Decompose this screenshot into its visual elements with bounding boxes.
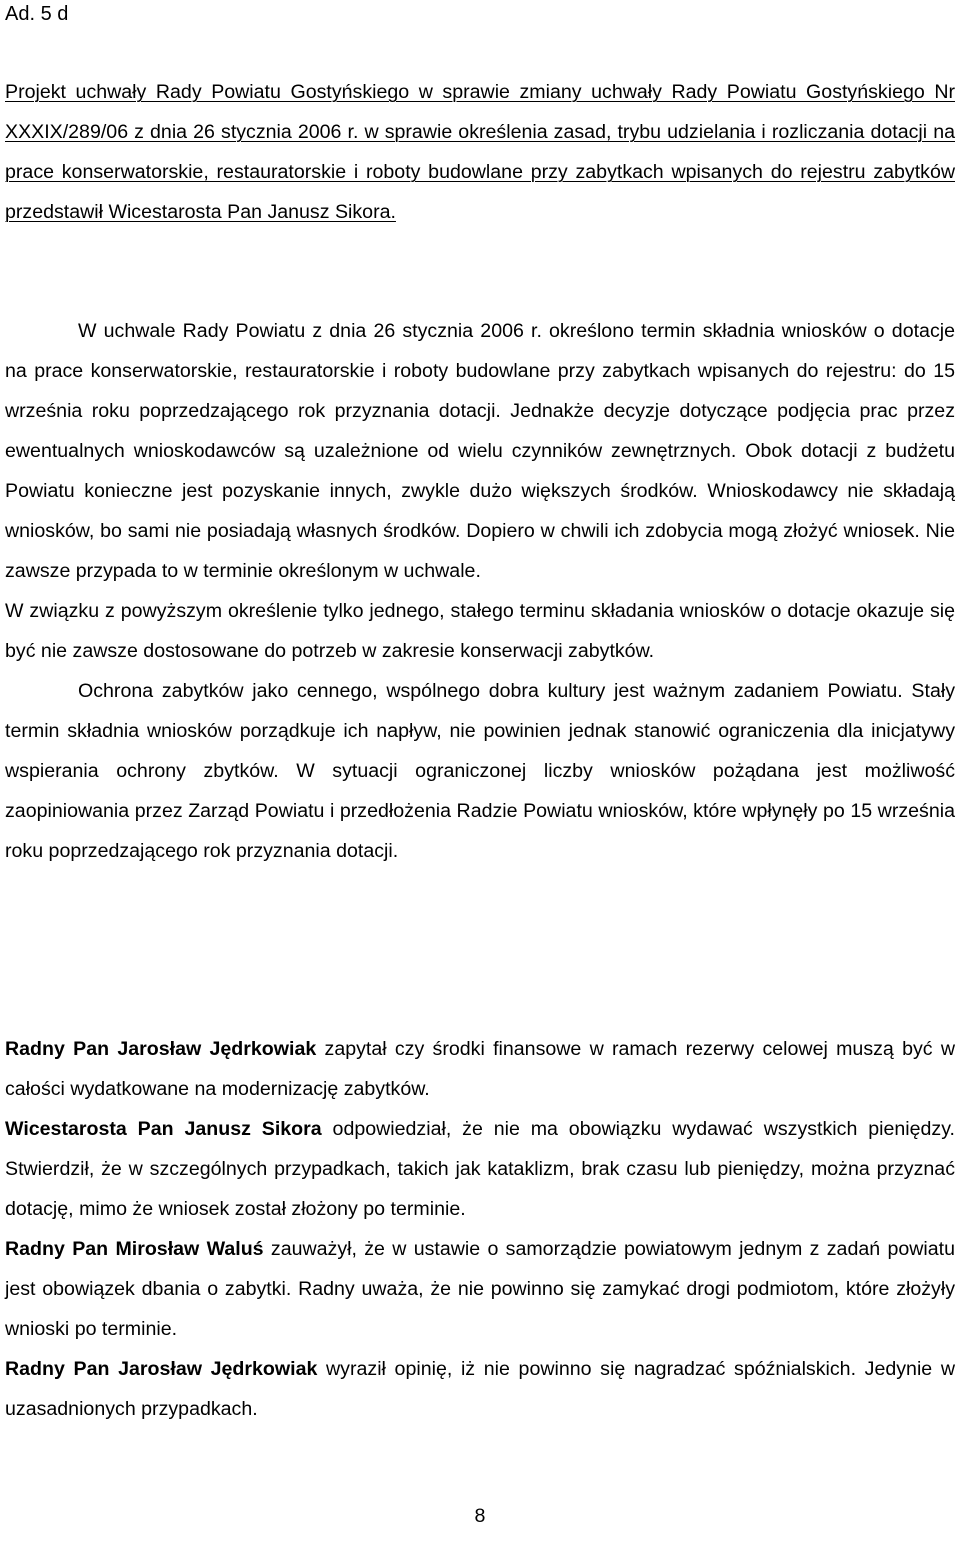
justification-section <box>5 311 955 871</box>
discussion-entry <box>5 1229 955 1349</box>
page-number: 8 <box>474 1505 486 1527</box>
discussion-section <box>5 1029 955 1429</box>
speaker-statement: wyraził opinię, iż nie powinno się nagradzać spóźnialskich. Jedynie w uzasadnionych przypadkach. <box>5 1358 955 1420</box>
speaker-statement: odpowiedział, że nie ma obowiązku wydawać wszystkich pieniędzy. Stwierdził, że w szczególnych przypadkach, takich jak kataklizm, brak czasu lub pieniędzy, można przyznać dotację, mimo że wniosek został złożony po terminie. <box>5 1118 955 1220</box>
discussion-entry <box>5 1029 955 1109</box>
discussion-entry <box>5 1349 955 1429</box>
intro-paragraph: Projekt uchwały Rady Powiatu Gostyńskiego w sprawie zmiany uchwały Rady Powiatu Gostyńskiego Nr XXXIX/289/06 z dnia 26 stycznia 2006 r. w sprawie określenia zasad, trybu udzielania i rozliczania dotacji na prace konserwatorskie, restauratorskie i roboty budowlane przy zabytkach wpisanych do rejestru zabytków przedstawił Wicestarosta Pan Janusz Sikora. <box>5 81 955 223</box>
speaker-name: Radny Pan Jarosław Jędrkowiak <box>5 1358 318 1380</box>
discussion-entry <box>5 1109 955 1229</box>
paragraph-consequence: W związku z powyższym określenie tylko jednego, stałego terminu składania wniosków o dotacje okazuje się być nie zawsze dostosowane do potrzeb w zakresie konserwacji zabytków. <box>5 600 955 662</box>
speaker-name: Radny Pan Jarosław Jędrkowiak <box>5 1038 317 1060</box>
paragraph-protection: Ochrona zabytków jako cennego, wspólnego dobra kultury jest ważnym zadaniem Powiatu. Stały termin składnia wniosków porządkuje ich napływ, nie powinien jednak stanowić ograniczenia dla inicjatywy wspierania ochrony zbytków. W sytuacji ograniczonej liczby wniosków pożądana jest możliwość zaopiniowania przez Zarząd Powiatu i przedłożenia Radzie Powiatu wniosków, które wpłynęły po 15 września roku poprzedzającego rok przyznania dotacji. <box>5 680 955 862</box>
agenda-item-heading: Ad. 5 d <box>5 3 69 25</box>
speaker-name: Radny Pan Mirosław Waluś <box>5 1238 264 1260</box>
speaker-statement: zauważył, że w ustawie o samorządzie powiatowym jednym z zadań powiatu jest obowiązek dbania o zabytki. Radny uważa, że nie powinno się zamykać drogi podmiotom, które złożyły wnioski po terminie. <box>5 1238 955 1340</box>
speaker-statement: zapytał czy środki finansowe w ramach rezerwy celowej muszą być w całości wydatkowane na modernizację zabytków. <box>5 1038 956 1100</box>
paragraph-deadline: W uchwale Rady Powiatu z dnia 26 stycznia 2006 r. określono termin składnia wniosków o dotacje na prace konserwatorskie, restauratorskie i roboty budowlane przy zabytkach wpisanych do rejestru: do 15 września roku poprzedzającego rok przyznania dotacji. Jednakże decyzje dotyczące podjęcia prac przez ewentualnych wnioskodawców są uzależnione od wielu czynników zewnętrznych. Obok dotacji z budżetu Powiatu konieczne jest pozyskanie innych, zwykle dużo większych środków. Wnioskodawcy nie składają wniosków, bo sami nie posiadają własnych środków. Dopiero w chwili ich zdobycia mogą złożyć wniosek. Nie zawsze przypada to w terminie określonym w uchwale. <box>5 320 955 582</box>
speaker-name: Wicestarosta Pan Janusz Sikora <box>5 1118 322 1140</box>
